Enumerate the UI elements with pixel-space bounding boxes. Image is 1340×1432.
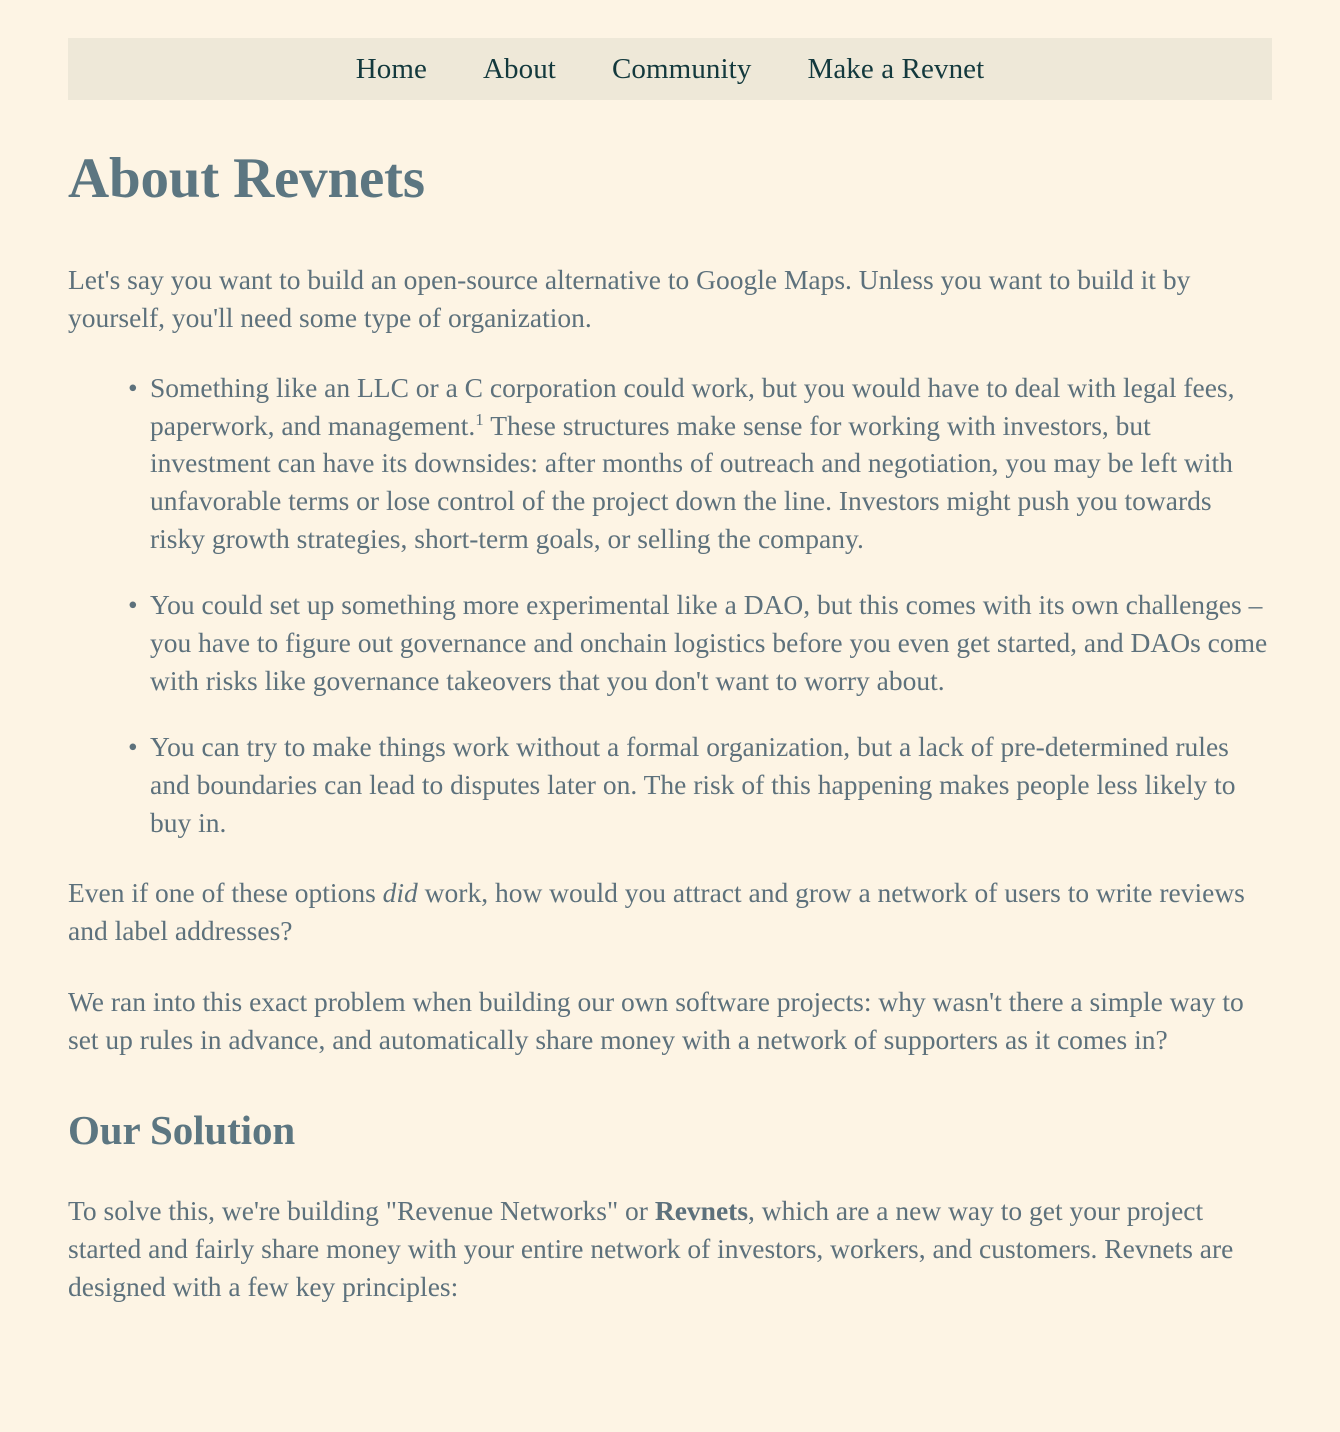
paragraph-did-emphasis: did bbox=[382, 876, 418, 908]
bullet-2-text: You could set up something more experimental like a DAO, but this comes with its own challenges – you have to figure out governance and onchain logistics before you even get started, and DAOs come with risks like governance takeovers that you don't want to worry about. bbox=[150, 589, 1268, 697]
nav-list bbox=[328, 52, 1013, 85]
footnote-reference-1[interactable]: 1 bbox=[475, 409, 484, 429]
paragraph-solution-before: To solve this, we're building "Revenue Networks" or bbox=[68, 1194, 655, 1226]
list-item bbox=[128, 728, 1272, 842]
nav-item-make-a-revnet bbox=[779, 52, 1012, 85]
paragraph-solution-after: , which are a new way to get your project started and fairly share money with your entire network of investors, workers, and customers. Revnets are designed with a few key principles: bbox=[68, 1194, 1234, 1302]
challenges-list bbox=[68, 369, 1272, 842]
nav-link-home[interactable]: Home bbox=[355, 52, 427, 85]
list-item bbox=[128, 586, 1272, 700]
nav-link-community[interactable]: Community bbox=[611, 52, 752, 85]
page-title: About Revnets bbox=[68, 147, 425, 210]
paragraph-did-before: Even if one of these options bbox=[68, 876, 383, 908]
bullet-1-text-after-ref: These structures make sense for working with investors, but investment can have its downsides: after months of outreach and negotiation, you may be left with unfavorable terms or lose control of the project down the line. Investors might push you towards risky growth strategies, short-term goals, or selling the company. bbox=[150, 409, 1233, 555]
list-item bbox=[128, 369, 1272, 559]
bullet-1-text-before-ref: Something like an LLC or a C corporation could work, but you would have to deal with legal fees, paperwork, and management. bbox=[150, 371, 1235, 441]
paragraph-did bbox=[68, 874, 1272, 950]
nav-link-make-a-revnet[interactable]: Make a Revnet bbox=[807, 52, 985, 85]
section-title-our-solution: Our Solution bbox=[68, 1106, 296, 1153]
paragraph-problem: We ran into this exact problem when building our own software projects: why wasn't there a simple way to set up rules in advance, and automatically share money with a network of supporters as it comes in? bbox=[68, 985, 1244, 1055]
nav-item-home bbox=[328, 52, 455, 85]
nav-item-about bbox=[455, 52, 584, 85]
paragraph-did-after: work, how would you attract and grow a network of users to write reviews and label addresses? bbox=[68, 876, 1245, 946]
bullet-3-text: You can try to make things work without a formal organization, but a lack of pre-determined rules and boundaries can lead to disputes later on. The risk of this happening makes people less likely to buy in. bbox=[150, 731, 1236, 838]
primary-navigation bbox=[68, 38, 1272, 100]
paragraph-solution-strong: Revnets bbox=[654, 1194, 749, 1226]
nav-item-community bbox=[584, 52, 779, 85]
nav-link-about[interactable]: About bbox=[482, 52, 556, 85]
main-content bbox=[68, 100, 1272, 1306]
paragraph-solution bbox=[68, 1192, 1272, 1306]
intro-paragraph: Let's say you want to build an open-source alternative to Google Maps. Unless you want to build it by yourself, you'll need some type of organization. bbox=[68, 263, 1191, 333]
